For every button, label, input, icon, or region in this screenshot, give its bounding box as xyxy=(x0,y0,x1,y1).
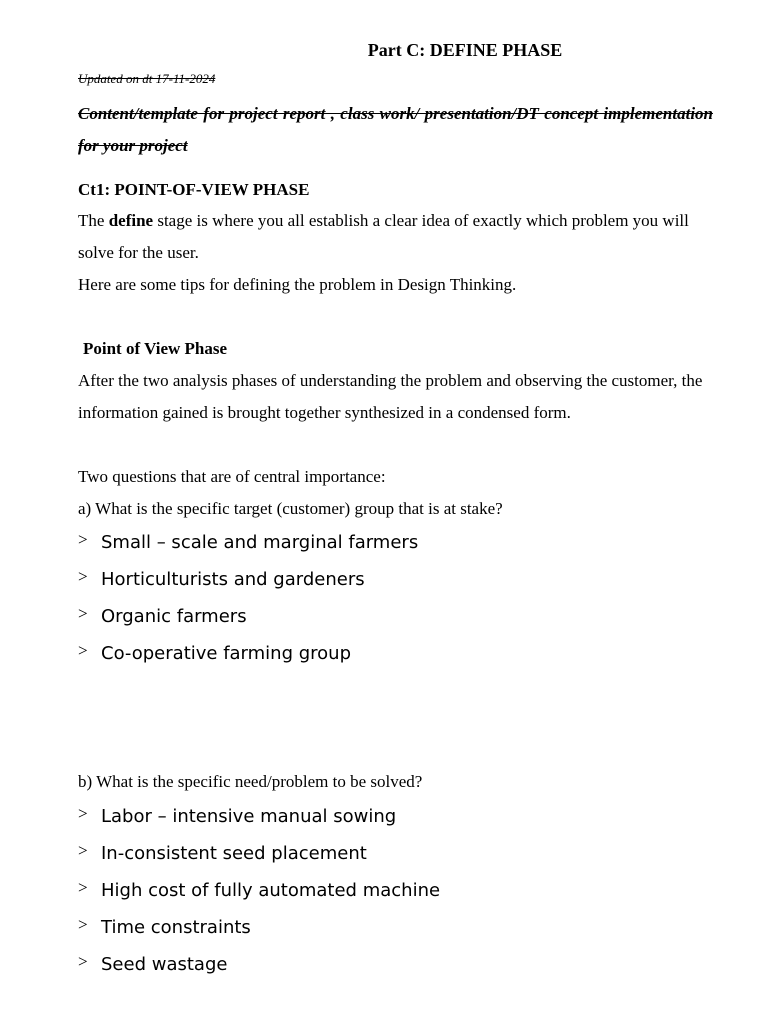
list-item-text: Small – scale and marginal farmers xyxy=(101,532,419,553)
list-item xyxy=(78,532,418,569)
pov-heading: Point of View Phase xyxy=(83,339,228,358)
arrow-bullet-icon: > xyxy=(78,567,88,586)
list-item xyxy=(78,880,440,917)
arrow-bullet-icon: > xyxy=(78,878,88,897)
list-item xyxy=(78,606,418,643)
list-item-text: In-consistent seed placement xyxy=(101,843,367,864)
arrow-bullet-icon: > xyxy=(78,604,88,623)
questions-intro: Two questions that are of central importance: xyxy=(78,467,386,486)
list-item-text: Seed wastage xyxy=(101,954,228,975)
arrow-bullet-icon: > xyxy=(78,952,88,971)
answers-b-list xyxy=(78,806,440,991)
arrow-bullet-icon: > xyxy=(78,915,88,934)
list-item-text: High cost of fully automated machine xyxy=(101,880,441,901)
list-item-text: Co-operative farming group xyxy=(101,643,352,664)
pov-paragraph: After the two analysis phases of understanding the problem and observing the customer, the information gained is brought together synthesized in a condensed form. xyxy=(78,371,703,422)
list-item-text: Labor – intensive manual sowing xyxy=(101,806,397,827)
list-item-text: Organic farmers xyxy=(101,606,247,627)
updated-date: Updated on dt 17-11-2024 xyxy=(78,71,216,86)
list-item-text: Horticulturists and gardeners xyxy=(101,569,365,590)
intro-paragraph xyxy=(78,205,718,269)
page-title: Part C: DEFINE PHASE xyxy=(367,40,563,60)
question-a: a) What is the specific target (customer) group that is at stake? xyxy=(78,499,503,518)
list-item xyxy=(78,917,440,954)
answers-a-list xyxy=(78,532,418,680)
list-item xyxy=(78,643,418,680)
template-subtitle: Content/template for project report , class work/ presentation/DT concept implementation for your project xyxy=(78,104,713,155)
list-item xyxy=(78,843,440,880)
section-heading: Ct1: POINT-OF-VIEW PHASE xyxy=(78,180,310,199)
intro-bold-word: define xyxy=(108,211,154,230)
arrow-bullet-icon: > xyxy=(78,530,88,549)
arrow-bullet-icon: > xyxy=(78,804,88,823)
tips-line: Here are some tips for defining the problem in Design Thinking. xyxy=(78,275,517,294)
intro-prefix: The xyxy=(78,211,109,230)
arrow-bullet-icon: > xyxy=(78,641,88,660)
list-item xyxy=(78,954,440,991)
intro-suffix: stage is where you all establish a clear idea of exactly which problem you will solve for the user. xyxy=(78,211,689,262)
question-b: b) What is the specific need/problem to be solved? xyxy=(78,772,423,791)
list-item xyxy=(78,569,418,606)
list-item-text: Time constraints xyxy=(101,917,251,938)
arrow-bullet-icon: > xyxy=(78,841,88,860)
list-item xyxy=(78,806,440,843)
